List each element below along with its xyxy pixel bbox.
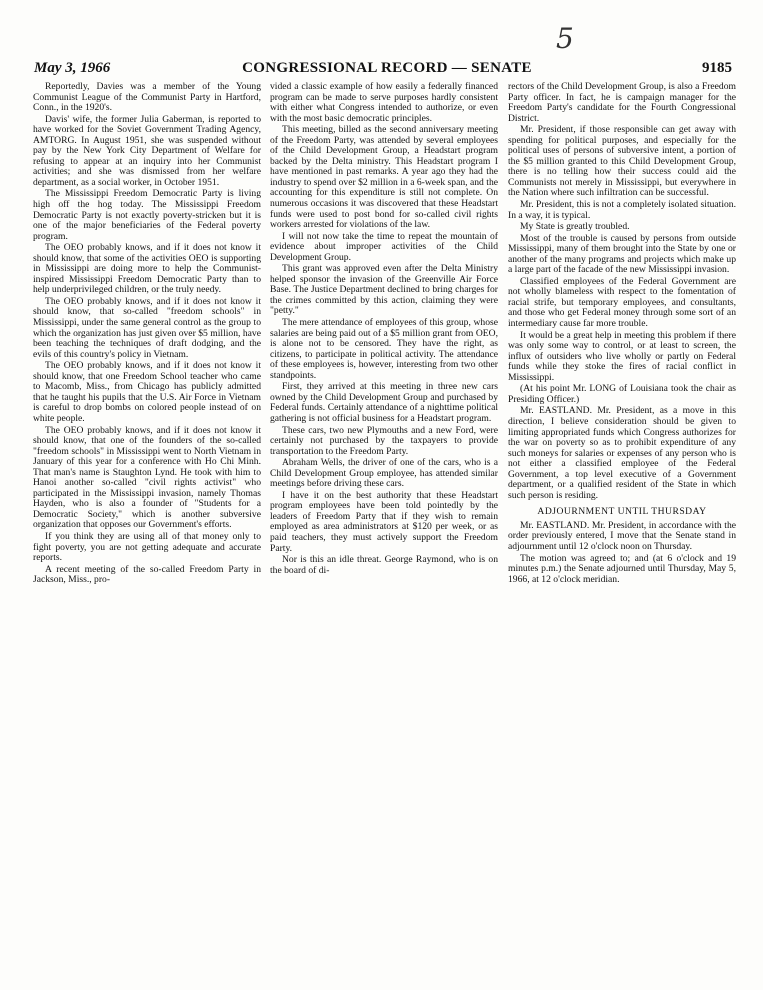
paragraph: The Mississippi Freedom Democratic Party is living high off the hog today. The Mississippi Freedom Democratic Party is not exactly poverty-stricken but it is one of the major beneficiaries of the Federal poverty program. <box>33 188 261 242</box>
paragraph: I will not now take the time to repeat the mountain of evidence about improper activities of the Child Development Group. <box>270 230 498 263</box>
section-heading-adjournment: ADJOURNMENT UNTIL THURSDAY <box>537 506 707 518</box>
paragraph: These cars, two new Plymouths and a new Ford, were certainly not purchased by the taxpayers to provide transportation to the Freedom Party. <box>270 424 498 457</box>
paragraph: My State is greatly troubled. <box>520 221 630 233</box>
paragraph: The OEO probably knows, and if it does not know it should know, that so-called "freedom schools" in Mississippi, under the same general control as the group to which the organization has just given over $5 million, have been teaching the techniques of draft dodging, and the evils of this country's policy in Vietnam. <box>33 295 261 360</box>
column-3 <box>508 82 736 586</box>
paragraph: Mr. EASTLAND. Mr. President, in accordance with the order previously entered, I move that the Senate stand in adjournment until 12 o'clock noon on Thursday. <box>508 519 736 552</box>
paragraph: The OEO probably knows, and if it does not know it should know, that one of the founders of the so-called "freedom schools" in Mississippi went to North Vietnam in January of this year for a conference with Ho Chi Minh. That man's name is Staughton Lynd. He took with him to Hanoi another so-called "civil rights activist" who participated in the Mississippi invasion, namely Thomas Hayden, who is also a founder of "Students for a Democratic Society," which is another subversive organization that opposes our Government's efforts. <box>33 424 261 531</box>
paragraph: Mr. EASTLAND. Mr. President, as a move in this direction, I believe consideration should be given to limiting appropriated funds which Congress authorizes for the war on poverty so as to prohibit expenditure of any such moneys for salaries or expenses of any person who is not either a classified employee of the Federal Government, a top level executive of a Government department, or a qualified resident of the State in which such person is residing. <box>508 405 736 501</box>
paragraph: Mr. President, if those responsible can get away with spending for political purposes, and especially for the political uses of persons of subversive intent, a portion of the $5 million granted to this Child Development Group, there is no telling how their success could aid the Communists not merely in Mississippi, but everywhere in the Nation where such infiltration can be successful. <box>508 124 736 199</box>
column-2 <box>270 82 498 577</box>
paragraph: Classified employees of the Federal Government are not wholly blameless with respect to the fomentation of racial strife, but temporary employees, and consultants, and those who get Federal money through some sort of an intermediary cause far more trouble. <box>508 275 736 330</box>
paragraph: The OEO probably knows, and if it does not know it should know, that one Freedom School teacher who came to Macomb, Miss., from Chicago has publicly admitted that he taught his pupils that the U.S. Air Force in Vietnam is careful to drop bombs on colored people instead of on white people. <box>33 360 261 424</box>
paragraph: Abraham Wells, the driver of one of the cars, who is a Child Development Group employee, has attended similar meetings before driving these cars. <box>270 457 498 490</box>
header-date: May 3, 1966 <box>34 60 111 76</box>
paragraph: If you think they are using all of that money only to fight poverty, you are not getting adequate and accurate reports. <box>33 530 261 564</box>
paragraph: rectors of the Child Development Group, is also a Freedom Party officer. In fact, he is campaign manager for the Freedom Party's candidate for the Fourth Congressional District. <box>508 81 736 124</box>
paragraph: (At his point Mr. LONG of Louisiana took the chair as Presiding Officer.) <box>508 383 736 405</box>
paragraph: Most of the trouble is caused by persons from outside Mississippi, many of them brought into the State by one or another of the many programs and projects which make up a large part of the facade of the new Mississippi invasion. <box>508 232 736 276</box>
paragraph: Mr. President, this is not a completely isolated situation. In a way, it is typical. <box>508 199 736 221</box>
paragraph: I have it on the best authority that these Headstart program employees have been told pointedly by the leaders of Freedom Party that if they wish to remain employed as area administrators at $120 per week, or as paid teachers, they must actively support the Freedom Party. <box>270 489 498 554</box>
paragraph: This meeting, billed as the second anniversary meeting of the Freedom Party, was attended by several employees of the Child Development Group, a Headstart program backed by the Delta ministry. This Headstart program I have mentioned in past remarks. A year ago they had the industry to spend over $2 million in a 6-week span, and the accounting for this expenditure is still not complete. On numerous occasions it was discovered that these Headstart funds were used to post bond for so-called civil rights workers arrested for violations of the law. <box>270 124 498 231</box>
handwritten-page-mark: 5 <box>556 22 574 55</box>
page-header <box>28 60 746 80</box>
header-title: CONGRESSIONAL RECORD — SENATE <box>242 60 532 76</box>
paragraph: First, they arrived at this meeting in three new cars owned by the Child Development Group and purchased by Federal funds. Certainly attendance of a nighttime political gathering is not official business for a Headstart program. <box>270 381 498 424</box>
header-page-number: 9185 <box>702 60 732 76</box>
paragraph: This grant was approved even after the Delta Ministry helped sponsor the invasion of the Greenville Air Force Base. The Justice Department declined to bring charges for the crimes committed by this action, claiming they were "petty." <box>270 263 498 317</box>
paragraph: The mere attendance of employees of this group, whose salaries are being paid out of a $5 million grant from OEO, is alone not to be censored. They have the right, as citizens, to participate in political activity. The attendance of these employees is, however, interesting from two other standpoints. <box>270 317 498 381</box>
paragraph: Reportedly, Davies was a member of the Young Communist League of the Communist Party in Hartford, Conn., in the 1920's. <box>33 81 261 114</box>
paragraph: Davis' wife, the former Julia Gaberman, is reported to have worked for the Soviet Government Trading Agency, AMTORG. In August 1951, she was suspended without pay by the New York City Department of Welfare for refusing to appear at an inquiry into her Communist activities; and she was dismissed from her welfare department, as a social worker, in October 1951. <box>33 113 261 188</box>
paragraph: vided a classic example of how easily a federally financed program can be made to serve purposes hardly consistent with either what Congress intended to authorize, or even with the most basic democratic principles. <box>270 81 498 124</box>
paragraph: The motion was agreed to; and (at 6 o'clock and 19 minutes p.m.) the Senate adjourned until Thursday, May 5, 1966, at 12 o'clock meridian. <box>508 552 736 585</box>
paragraph: The OEO probably knows, and if it does not know it should know, that some of the activities OEO is supporting in Mississippi are doing more to help the Communist-inspired Mississippi Freedom Democratic Party than to help underprivileged children, or the truly needy. <box>33 242 261 296</box>
paragraph: It would be a great help in meeting this problem if there was only some way to control, or at least to screen, the influx of outsiders who live wholly or partly on Federal funds while they stoke the fires of racial conflict in Mississippi. <box>508 329 736 383</box>
paragraph: A recent meeting of the so-called Freedom Party in Jackson, Miss., pro- <box>33 563 261 586</box>
paragraph: Nor is this an idle threat. George Raymond, who is on the board of di- <box>270 554 498 576</box>
column-1 <box>33 82 261 587</box>
